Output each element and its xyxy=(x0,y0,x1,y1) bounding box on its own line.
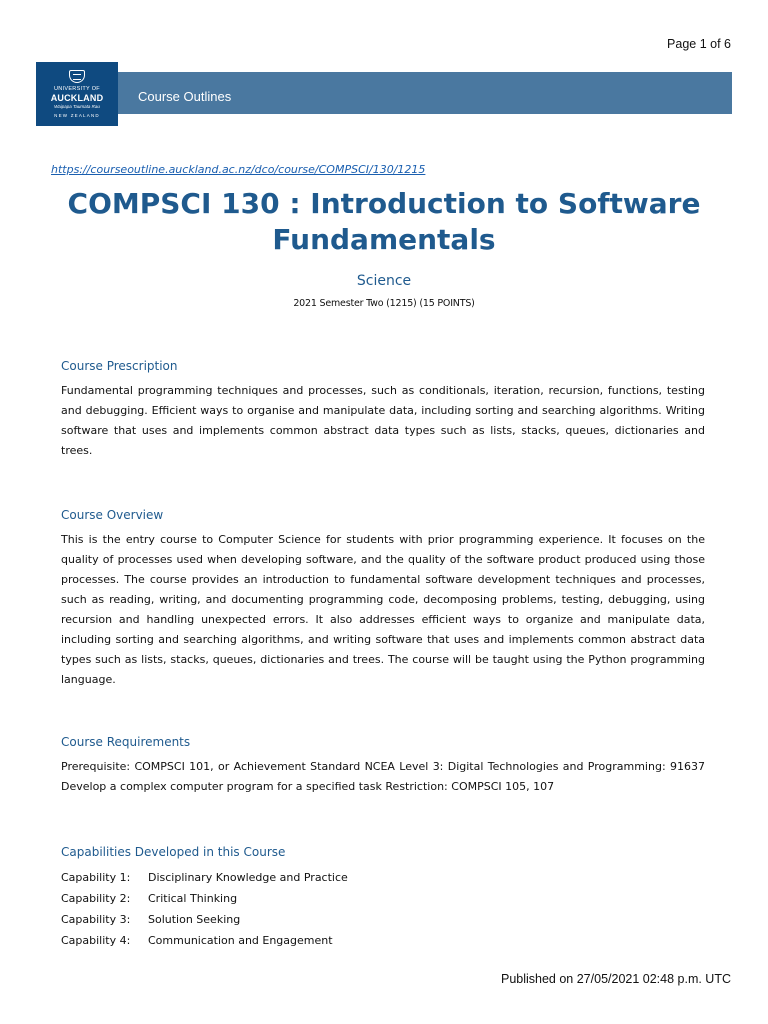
course-overview-heading: Course Overview xyxy=(61,508,164,522)
banner-title[interactable]: Course Outlines xyxy=(138,89,232,104)
capability-value: Critical Thinking xyxy=(148,892,238,905)
course-overview-body: This is the entry course to Computer Science for students with prior programming experience. It focuses on the quality of processes used when developing software, and the quality of the software product produced using those processes. The course provides an introduction to fundamental software development techniques and processes, such as reading, writing, and documenting programming code, decomposing problems, testing, debugging, using recursion and handling unexpected errors. It also addresses efficient ways to organize and manipulate data, including sorting and searching algorithms, and writing software that uses and implements common abstract data types such as lists, stacks, queues, dictionaries and trees. The course will be taught using the Python programming language. xyxy=(61,533,705,686)
capability-value: Solution Seeking xyxy=(148,913,241,926)
logo-line-1: UNIVERSITY OF xyxy=(54,86,100,92)
capability-value: Communication and Engagement xyxy=(148,934,333,947)
semester-info: 2021 Semester Two (1215) (15 POINTS) xyxy=(293,298,475,309)
capability-row xyxy=(61,909,705,930)
capability-value: Disciplinary Knowledge and Practice xyxy=(148,871,348,884)
capability-row xyxy=(61,930,705,951)
capability-row xyxy=(61,867,705,888)
crest-icon xyxy=(69,70,85,83)
university-logo[interactable] xyxy=(36,62,118,126)
logo-line-4: NEW ZEALAND xyxy=(54,113,100,118)
capability-label: Capability 2: xyxy=(61,892,131,905)
capability-label: Capability 4: xyxy=(61,934,131,947)
logo-line-3: Waipapa Taumata Rau xyxy=(54,104,100,109)
capability-label: Capability 3: xyxy=(61,913,131,926)
course-prescription-body: Fundamental programming techniques and processes, such as conditionals, iteration, recursion, functions, testing and debugging. Efficient ways to organise and manipulate data, including sorting and searching algorithms. Writing software that uses and implements common abstract data types such as lists, stacks, queues, dictionaries and trees. xyxy=(61,384,705,457)
published-timestamp: Published on 27/05/2021 02:48 p.m. UTC xyxy=(500,972,731,986)
capability-row xyxy=(61,888,705,909)
capability-label: Capability 1: xyxy=(61,871,131,884)
course-title: COMPSCI 130 : Introduction to Software Fundamentals xyxy=(67,187,701,256)
page-number: Page 1 of 6 xyxy=(667,37,731,51)
course-url-link[interactable]: https://courseoutline.auckland.ac.nz/dco/course/COMPSCI/130/1215 xyxy=(51,163,426,176)
faculty-label: Science xyxy=(356,273,412,289)
course-prescription-section xyxy=(61,359,705,461)
capabilities-heading: Capabilities Developed in this Course xyxy=(61,845,286,859)
course-prescription-heading: Course Prescription xyxy=(61,359,178,373)
course-requirements-section xyxy=(61,735,705,797)
course-requirements-heading: Course Requirements xyxy=(61,735,191,749)
course-requirements-body: Prerequisite: COMPSCI 101, or Achievement Standard NCEA Level 3: Digital Technologies and Programming: 91637 Develop a complex computer program for a specified task Restriction: COMPSCI 105, 107 xyxy=(61,760,705,793)
course-overview-section xyxy=(61,508,705,690)
capabilities-section xyxy=(61,845,705,951)
logo-line-2: AUCKLAND xyxy=(50,93,104,103)
